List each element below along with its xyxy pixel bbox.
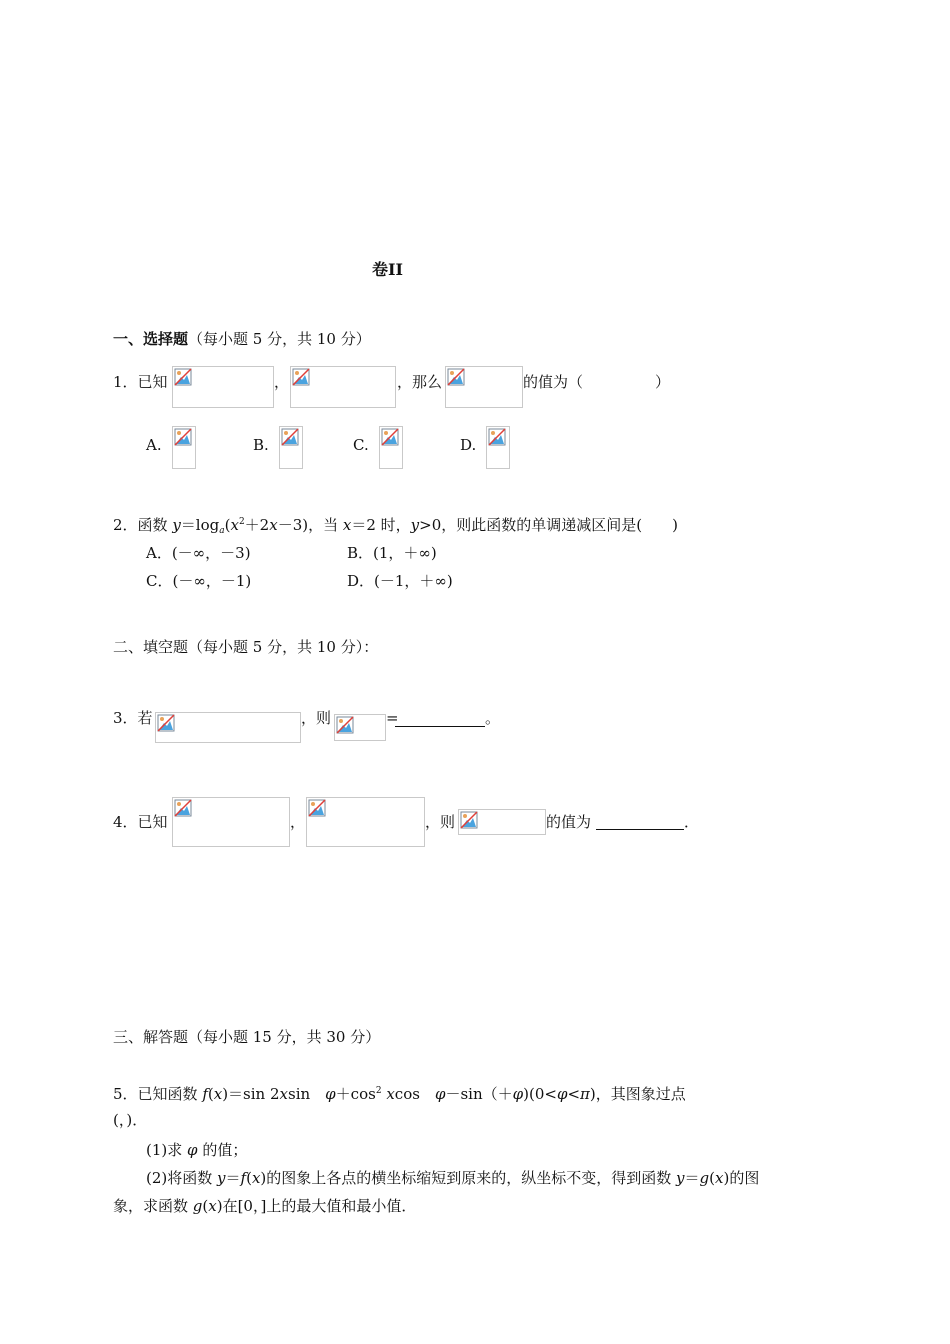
- q2-stem: 2．函数 $y=\log_a(x^2+2x-3)$，当 x＝2 时，y>0，则此函数的单调递减区间是( ): [113, 516, 678, 536]
- q1-option-c-image: [379, 426, 403, 469]
- q1-prefix: 1．已知: [113, 373, 168, 391]
- q2-option-c: C．(－∞，－1): [146, 572, 252, 590]
- q4-formula-image-1: [172, 797, 290, 847]
- broken-image-icon: [446, 367, 466, 387]
- q1-comma-1: ，: [274, 373, 290, 391]
- q1-option-d-label: D.: [460, 436, 477, 454]
- broken-image-icon: [487, 427, 507, 447]
- q3-answer-blank[interactable]: [395, 712, 485, 727]
- q4-prefix: 4．已知: [113, 813, 168, 831]
- q1-formula-image-3: [445, 366, 523, 408]
- broken-image-icon: [173, 427, 193, 447]
- q5-stem-line-1: 5．已知函数 f(x)＝sin 2xsin $\varphi+\cos^2$ xcos φ－sin（＋φ)(0<φ<π)，其图象过点: [113, 1085, 686, 1103]
- section-1-header: [113, 329, 371, 349]
- broken-image-icon: [173, 798, 193, 818]
- broken-image-icon: [380, 427, 400, 447]
- q1-option-b-image: [279, 426, 303, 469]
- section-1-heading: 一、选择题: [113, 330, 189, 348]
- broken-image-icon: [280, 427, 300, 447]
- q1-formula-image-1: [172, 366, 274, 408]
- q5-part-1: (1)求 φ 的值；: [146, 1141, 248, 1159]
- q4-comma: ，: [290, 813, 306, 831]
- broken-image-icon: [173, 367, 193, 387]
- q4-formula-image-3: [458, 809, 546, 835]
- q1-option-a-image: [172, 426, 196, 469]
- broken-image-icon: [291, 367, 311, 387]
- broken-image-icon: [459, 810, 479, 830]
- q1-option-b-label: B.: [253, 436, 269, 454]
- q5-part-2-line-2: 象，求函数 g(x)在[0，]上的最大值和最小值．: [113, 1197, 417, 1215]
- q5-stem-line-2: (，)．: [113, 1111, 148, 1129]
- q5-part-2-line-1: (2)将函数 y＝f(x)的图象上各点的横坐标缩短到原来的，纵坐标不变，得到函数 y＝g(x)的图: [146, 1169, 760, 1187]
- q4-formula-image-2: [306, 797, 425, 847]
- q1-comma-2: ，那么: [397, 373, 443, 391]
- q2-option-a: A．(－∞，－3): [146, 544, 251, 562]
- q4-answer-blank[interactable]: [596, 815, 684, 830]
- q1-option-c-label: C.: [353, 436, 369, 454]
- q3-prefix: 3．若: [113, 709, 153, 727]
- q4-suffix: 的值为: [546, 813, 592, 831]
- q3-then: ，则: [301, 709, 332, 727]
- q1-option-d-image: [486, 426, 510, 469]
- broken-image-icon: [156, 713, 176, 733]
- q3-formula-image-1: [155, 712, 301, 743]
- section-1-note: （每小题 5 分，共 10 分）: [188, 330, 371, 348]
- q2-option-d: D．(－1，＋∞): [347, 572, 453, 590]
- q1-formula-image-2: [290, 366, 396, 408]
- section-3-heading: 三、解答题（每小题 15 分，共 30 分）: [113, 1028, 381, 1046]
- q1-close-paren: ）: [655, 373, 671, 391]
- q2-option-b: B．(1，＋∞): [347, 544, 437, 562]
- broken-image-icon: [307, 798, 327, 818]
- paper-title: 卷II: [372, 260, 403, 279]
- q3-end: 。: [485, 709, 501, 727]
- q1-option-a-label: A.: [146, 436, 162, 454]
- section-2-heading: 二、填空题（每小题 5 分，共 10 分）：: [113, 638, 379, 656]
- q4-end: ．: [684, 813, 700, 831]
- broken-image-icon: [335, 715, 355, 735]
- q1-suffix: 的值为（: [523, 373, 584, 391]
- q4-then: ，则: [425, 813, 456, 831]
- q3-equals: =: [386, 709, 399, 727]
- q3-formula-image-2: [334, 714, 386, 741]
